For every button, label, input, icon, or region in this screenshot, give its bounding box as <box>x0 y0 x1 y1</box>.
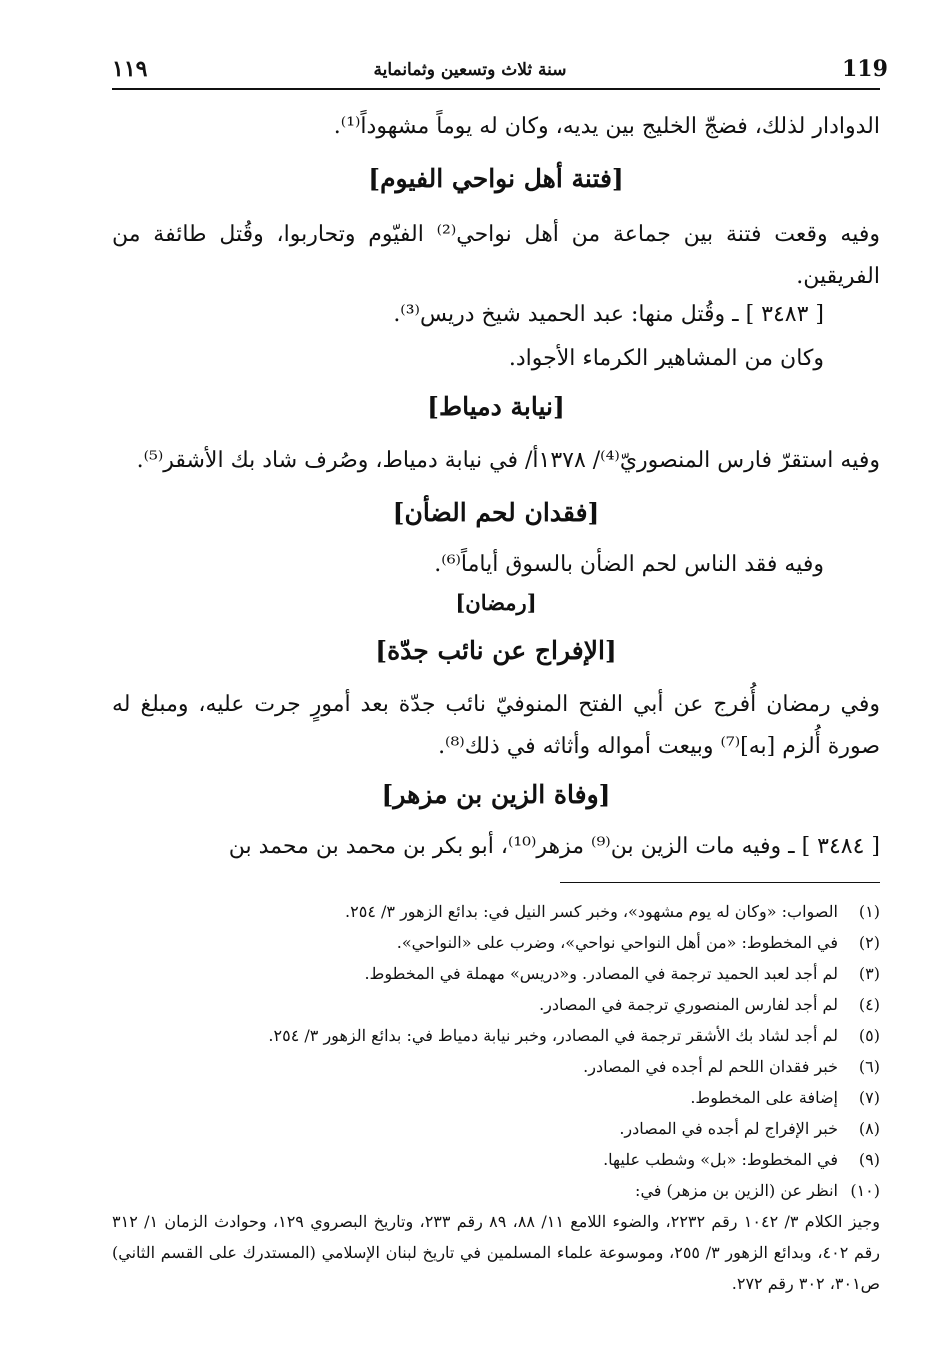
footnote-number: (٩) <box>858 1150 880 1169</box>
page-number-latin: 119 <box>842 56 888 82</box>
footnote-text: في المخطوط: «من أهل النواحي نواحي»، وضرب على «النواحي». <box>396 933 838 952</box>
footnote-10 <box>112 1175 880 1206</box>
footnote-text: لم أجد لفارس المنصوري ترجمة في المصادر. <box>539 995 838 1014</box>
footnote-number: (٧) <box>858 1088 880 1107</box>
heading-fayyum-strife: [فتنة أهل نواحي الفيوم] <box>368 164 624 193</box>
heading-jeddah-release: [الإفراج عن نائب جدّة] <box>375 636 617 665</box>
footnote-1 <box>112 896 880 927</box>
footnote-text: الصواب: «وكان له يوم مشهود»، وخبر كسر النيل في: بدائع الزهور ٣/ ٢٥٤. <box>345 902 838 921</box>
footnote-4 <box>112 989 880 1020</box>
footnote-number: (١٠) <box>850 1181 880 1200</box>
footnote-8 <box>112 1113 880 1144</box>
paragraph-fayyum-strife: وفيه وقعت فتنة بين جماعة من أهل نواحي⁽²⁾ الفيّوم وتحاربوا، وقُتل طائفة من الفريقين. <box>112 222 880 289</box>
running-title: سنة ثلاث وتسعين وثمانماية <box>373 60 567 80</box>
paragraph-jeddah-release: وفي رمضان أُفرج عن أبي الفتح المنوفيّ نائب جدّة بعد أمورٍ جرت عليه، ومبلغ له صورة أُلزم [به]⁽⁷⁾ وبيعت أمواله وأثاثه في ذلك⁽⁸⁾. <box>112 692 880 759</box>
footnote-number: (٥) <box>858 1026 880 1045</box>
heading-ramadan: [رمضان] <box>455 590 537 615</box>
footnote-5 <box>112 1020 880 1051</box>
footnote-text: خبر الإفراج لم أجده في المصادر. <box>619 1119 838 1138</box>
footnote-9 <box>112 1144 880 1175</box>
footnote-10-sources: وجيز الكلام ٣/ ١٠٤٢ رقم ٢٢٣٢، والضوء اللامع ١١/ ٨٨، ٨٩ رقم ٢٣٣، وتاريخ البصروي ١٢٩، وحوادث الزمان ١/ ٣١٢ رقم ٤٠٢، وبدائع الزهور ٣/ ٢٥٥، وموسوعة علماء المسلمين في تاريخ لبنان الإسلامي (المستدرك على القسم الثاني) ص٣٠١، ٣٠٢ رقم ٢٧٢. <box>112 1212 881 1293</box>
footnote-number: (١) <box>858 902 880 921</box>
footnote-7 <box>112 1082 880 1113</box>
footnote-text: خبر فقدان اللحم لم أجده في المصادر. <box>583 1057 838 1076</box>
paragraph-damietta: وفيه استقرّ فارس المنصوريّ⁽⁴⁾/ ١٣٧٨أ/ في نيابة دمياط، وصُرف شاد بك الأشقر⁽⁵⁾. <box>136 448 880 473</box>
footnote-number: (٦) <box>858 1057 880 1076</box>
footnote-2 <box>112 927 880 958</box>
paragraph-entry-3483-note: وكان من المشاهير الكرماء الأجواد. <box>508 346 824 371</box>
footnote-text: لم أجد لعبد الحميد ترجمة في المصادر. و«دريس» مهملة في المخطوط. <box>364 964 838 983</box>
heading-damietta-governorship: [نيابة دمياط] <box>427 392 565 421</box>
footnote-number: (٤) <box>858 995 880 1014</box>
paragraph-mutton: وفيه فقد الناس لحم الضأن بالسوق أياماً⁽⁶⁾. <box>434 552 824 577</box>
footnote-number: (٨) <box>858 1119 880 1138</box>
heading-mutton-shortage: [فقدان لحم الضأن] <box>392 498 600 527</box>
entry-3484: [ ٣٤٨٤ ] ـ وفيه مات الزين بن⁽⁹⁾ مزهر⁽¹⁰⁾، أبو بكر بن محمد بن محمد بن <box>228 834 880 859</box>
footnote-text: لم أجد لشاد بك الأشقر ترجمة في المصادر، وخبر نيابة دمياط في: بدائع الزهور ٣/ ٢٥٤. <box>268 1026 838 1045</box>
footnote-number: (٣) <box>858 964 880 983</box>
page-number-arabic: ١١٩ <box>112 56 148 82</box>
entry-3483: [ ٣٤٨٣ ] ـ وقُتل منها: عبد الحميد شيخ دريس⁽³⁾. <box>393 302 824 327</box>
footnote-text: في المخطوط: «بل» وشطب عليها. <box>603 1150 838 1169</box>
footnote-6 <box>112 1051 880 1082</box>
footnote-3 <box>112 958 880 989</box>
paragraph-continuation: الدوادار لذلك، فضجّ الخليج بين يديه، وكان له يوماً مشهوداً⁽¹⁾. <box>333 114 880 139</box>
footnote-text: انظر عن (الزين بن مزهر) في: <box>635 1181 838 1200</box>
footnote-rule <box>560 882 880 883</box>
footnote-number: (٢) <box>858 933 880 952</box>
header-rule <box>112 88 880 90</box>
footnote-text: إضافة على المخطوط. <box>690 1088 838 1107</box>
heading-zayn-death: [وفاة الزين بن مزهر] <box>381 780 611 809</box>
